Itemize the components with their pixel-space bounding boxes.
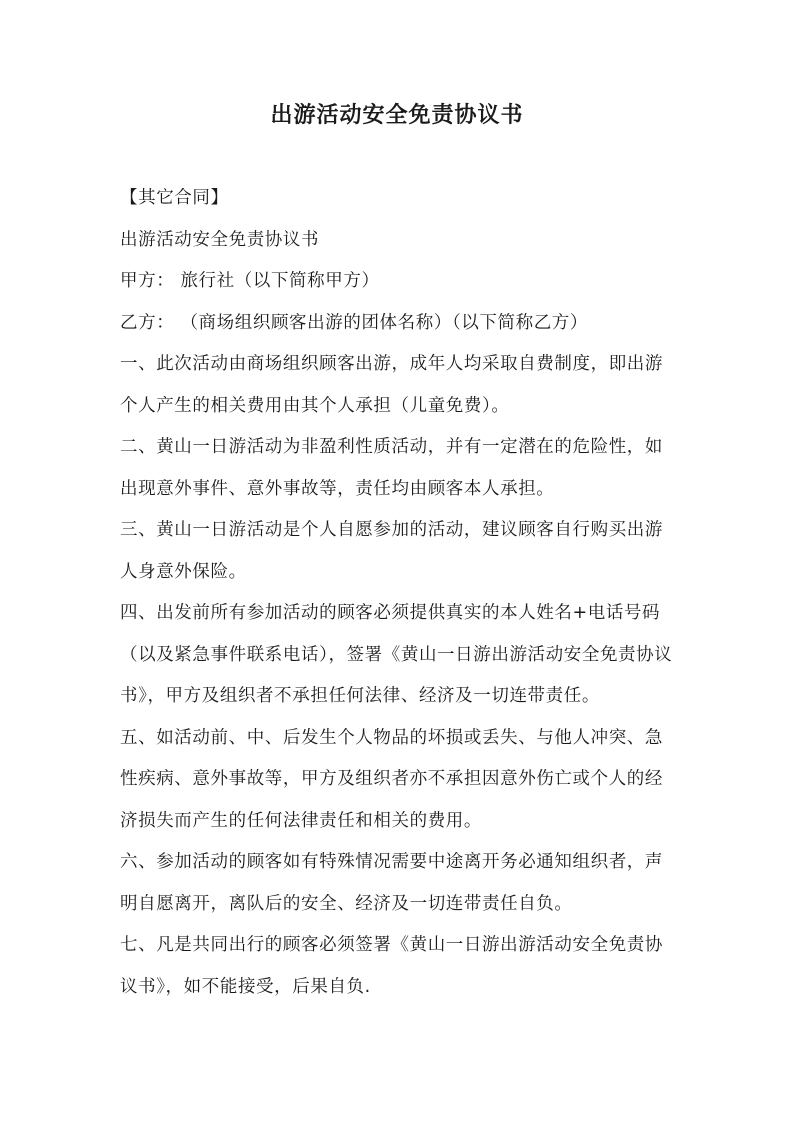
- category-label: 【其它合同】: [120, 188, 229, 208]
- clause-5: 五、如活动前、中、后发生个人物品的坏损或丢失、与他人冲突、急性疾病、意外事故等，甲方及组织者亦不承担因意外伤亡或个人的经济损失而产生的任何法律责任和相关的费用。: [120, 727, 663, 831]
- clause-3: 三、黄山一日游活动是个人自愿参加的活动，建议顾客自行购买出游人身意外保险。: [120, 520, 663, 582]
- party-b-line: 乙方： （商场组织顾客出游的团体名称）（以下简称乙方）: [120, 312, 589, 333]
- document-body: [120, 178, 678, 1008]
- clause-4: 四、出发前所有参加活动的顾客必须提供真实的本人姓名+电话号码（以及紧急事件联系电话），签署《黄山一日游出游活动安全免责协议书》，甲方及组织者不承担任何法律、经济及一切连带责任。: [120, 603, 673, 706]
- clause-1: 一、此次活动由商场组织顾客出游，成年人均采取自费制度，即出游个人产生的相关费用由其个人承担（儿童免费）。: [120, 354, 663, 416]
- clause-6: 六、参加活动的顾客如有特殊情况需要中途离开务必通知组织者，声明自愿离开，离队后的安全、经济及一切连带责任自负。: [120, 852, 663, 914]
- document-title: 出游活动安全免责协议书: [270, 103, 524, 128]
- clause-2: 二、黄山一日游活动为非盈利性质活动，并有一定潜在的危险性，如出现意外事件、意外事故等，责任均由顾客本人承担。: [120, 437, 663, 499]
- party-a-line: 甲方： 旅行社（以下简称甲方）: [120, 271, 380, 291]
- document-subtitle: 出游活动安全免责协议书: [120, 229, 320, 250]
- clause-7: 七、凡是共同出行的顾客必须签署《黄山一日游出游活动安全免责协议书》，如不能接受，后果自负.: [120, 935, 663, 997]
